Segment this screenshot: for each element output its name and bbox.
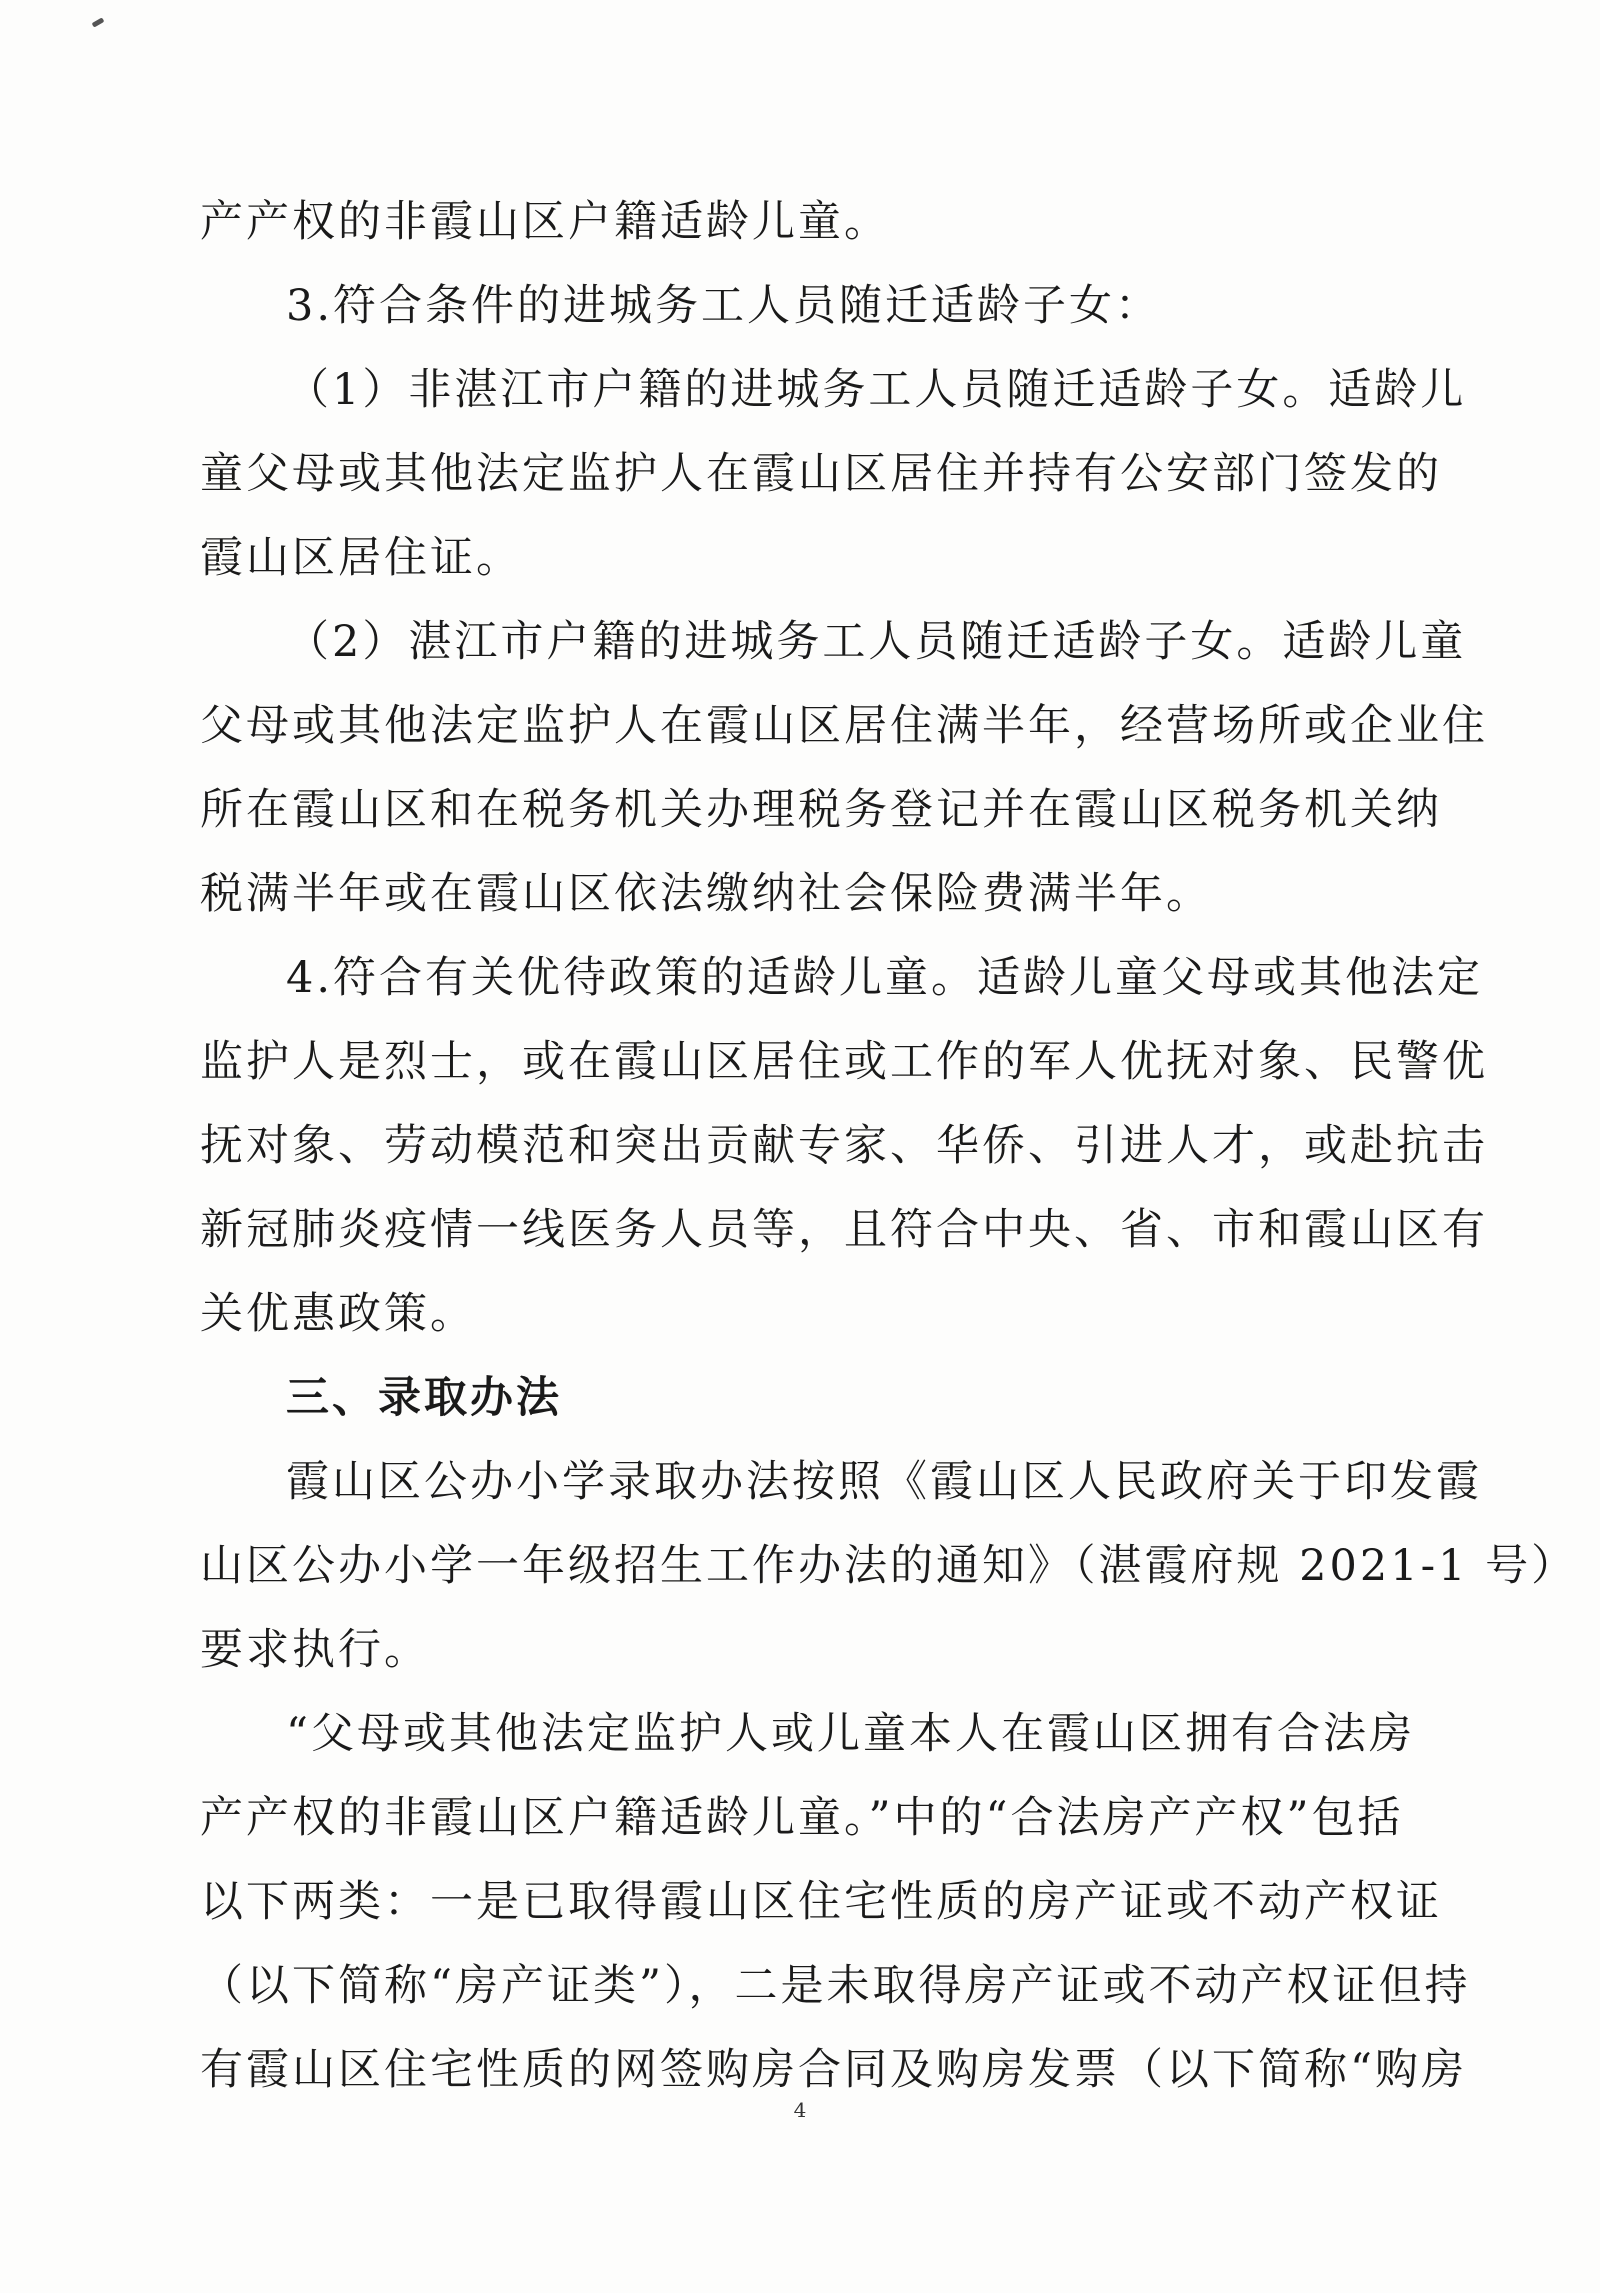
page-number: 4: [793, 2098, 807, 2122]
text-line: 监护人是烈士，或在霞山区居住或工作的军人优抚对象、民警优: [200, 1037, 1488, 1087]
text-line: 父母或其他法定监护人在霞山区居住满半年，经营场所或企业住: [200, 701, 1488, 751]
text-line: 新冠肺炎疫情一线医务人员等，且符合中央、省、市和霞山区有: [200, 1205, 1488, 1255]
text-line: “父母或其他法定监护人或儿童本人在霞山区拥有合法房: [286, 1709, 1415, 1759]
text-line: 霞山区居住证。: [200, 533, 522, 583]
text-line: 税满半年或在霞山区依法缴纳社会保险费满半年。: [200, 869, 1212, 919]
text-line: 山区公办小学一年级招生工作办法的通知》（湛霞府规 2021-1 号）: [200, 1541, 1578, 1591]
text-line: （1）非湛江市户籍的进城务工人员随迁适龄子女。适龄儿: [286, 365, 1467, 415]
text-line: （以下简称“房产证类”），二是未取得房产证或不动产权证但持: [200, 1961, 1471, 2011]
text-line: 霞山区公办小学录取办法按照《霞山区人民政府关于印发霞: [286, 1457, 1482, 1507]
document-body: [200, 180, 1578, 2112]
text-line: （2）湛江市户籍的进城务工人员随迁适龄子女。适龄儿童: [286, 617, 1467, 667]
text-line: 产产权的非霞山区户籍适龄儿童。: [200, 197, 890, 247]
scan-speck-mark: [92, 17, 105, 27]
text-line: 所在霞山区和在税务机关办理税务登记并在霞山区税务机关纳: [200, 785, 1442, 835]
section-heading: 三、录取办法: [286, 1373, 562, 1423]
text-line: 以下两类：一是已取得霞山区住宅性质的房产证或不动产权证: [200, 1877, 1442, 1927]
text-line: 要求执行。: [200, 1625, 430, 1675]
text-line: 有霞山区住宅性质的网签购房合同及购房发票（以下简称“购房: [200, 2045, 1467, 2095]
text-line: 4.符合有关优待政策的适龄儿童。适龄儿童父母或其他法定: [286, 953, 1484, 1003]
text-line: 关优惠政策。: [200, 1289, 476, 1339]
text-line: 3.符合条件的进城务工人员随迁适龄子女：: [286, 281, 1162, 331]
text-line: 童父母或其他法定监护人在霞山区居住并持有公安部门签发的: [200, 449, 1442, 499]
text-line: 抚对象、劳动模范和突出贡献专家、华侨、引进人才，或赴抗击: [200, 1121, 1488, 1171]
text-line: 产产权的非霞山区户籍适龄儿童。”中的“合法房产产权”包括: [200, 1793, 1404, 1843]
